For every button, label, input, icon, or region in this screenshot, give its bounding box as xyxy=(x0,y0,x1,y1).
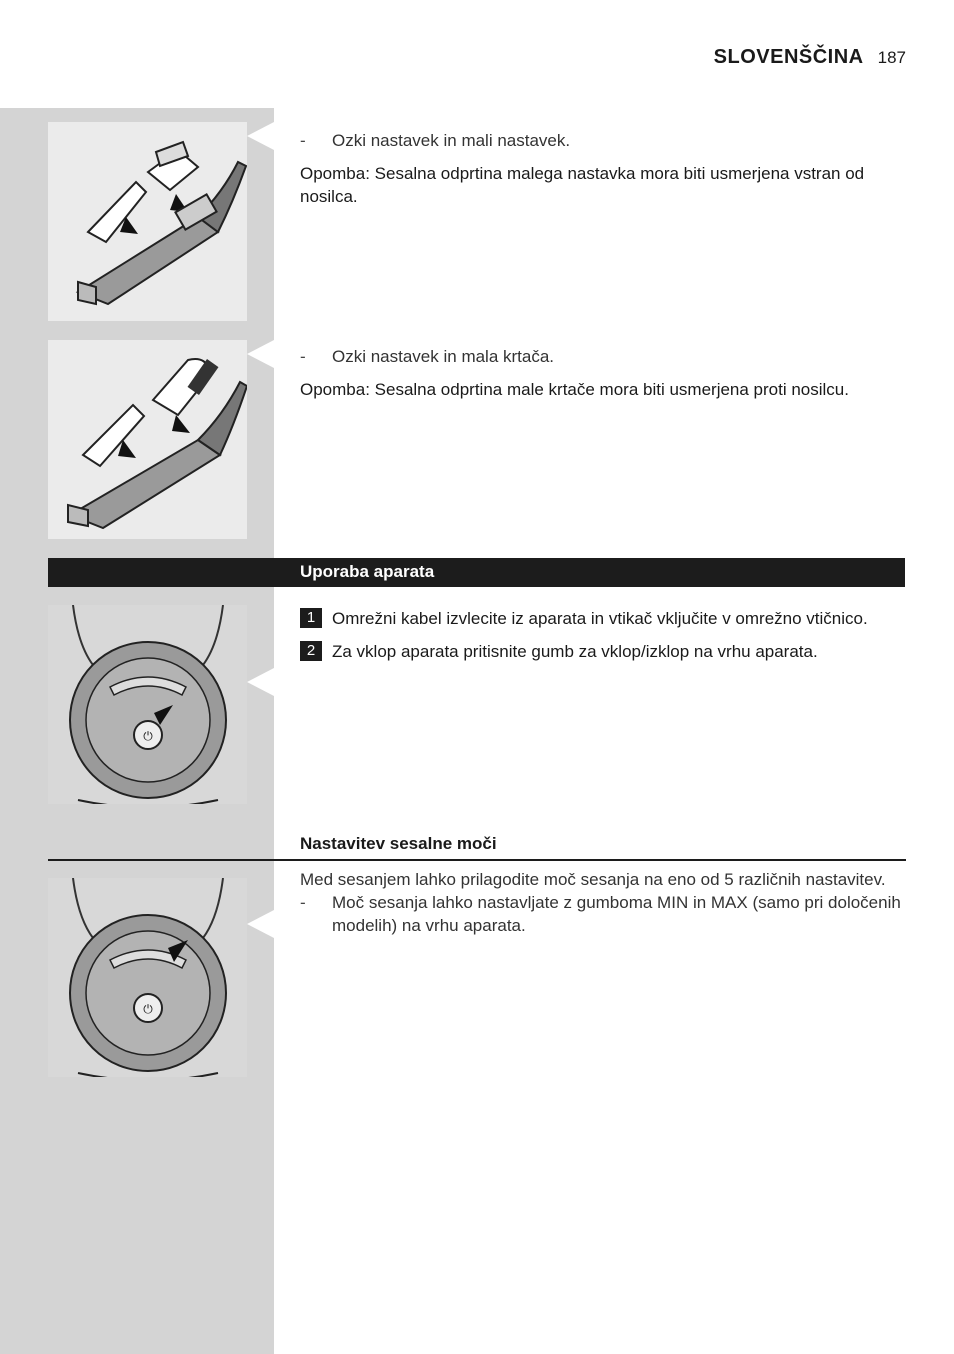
nozzle-attach-illustration xyxy=(48,122,247,321)
figure-pointer xyxy=(247,668,274,696)
dash-mark: - xyxy=(300,347,306,366)
svg-text:⏻: ⏻ xyxy=(143,1002,153,1016)
svg-text:⏻: ⏻ xyxy=(143,729,153,743)
step-text: Omrežni kabel izvlecite iz aparata in vtikač vključite v omrežno vtičnico. xyxy=(332,609,868,628)
figure-pointer xyxy=(247,910,274,938)
dash-mark: - xyxy=(300,893,306,912)
steps-list xyxy=(300,607,906,673)
dash-mark: - xyxy=(300,131,306,150)
section-title: Uporaba aparata xyxy=(300,562,435,581)
bullet-text: Moč sesanja lahko nastavljate z gumboma MIN in MAX (samo pri določenih modelih) na vrhu aparata. xyxy=(332,893,901,935)
step-text: Za vklop aparata pritisnite gumb za vklop/izklop na vrhu aparata. xyxy=(332,642,818,661)
page-number: 187 xyxy=(877,48,906,67)
step-2 xyxy=(300,640,906,663)
note-text: Opomba: Sesalna odprtina male krtače mora biti usmerjena proti nosilcu. xyxy=(300,380,849,399)
block-narrow-nozzle xyxy=(300,129,906,208)
brush-attach-illustration xyxy=(48,340,247,539)
step-number: 2 xyxy=(300,641,322,661)
block-suction-power xyxy=(300,868,906,937)
page-header xyxy=(714,46,906,69)
power-button-illustration xyxy=(48,605,247,804)
figure-pointer xyxy=(247,340,274,368)
min-max-button-illustration xyxy=(48,878,247,1077)
step-1 xyxy=(300,607,906,630)
bullet-text: Ozki nastavek in mali nastavek. xyxy=(332,131,571,150)
note-text: Opomba: Sesalna odprtina malega nastavka mora biti usmerjena vstran od nosilca. xyxy=(300,164,865,206)
subsection-title: Nastavitev sesalne moči xyxy=(300,834,497,853)
language-heading: SLOVENŠČINA xyxy=(713,46,864,68)
bullet-text: Ozki nastavek in mala krtača. xyxy=(332,347,555,366)
section-bar xyxy=(48,558,905,587)
section-rule xyxy=(48,859,906,861)
step-number: 1 xyxy=(300,608,322,628)
figure-pointer xyxy=(247,122,274,150)
intro-text: Med sesanjem lahko prilagodite moč sesanja na eno od 5 različnih nastavitev. xyxy=(300,870,886,889)
block-small-brush xyxy=(300,345,906,401)
